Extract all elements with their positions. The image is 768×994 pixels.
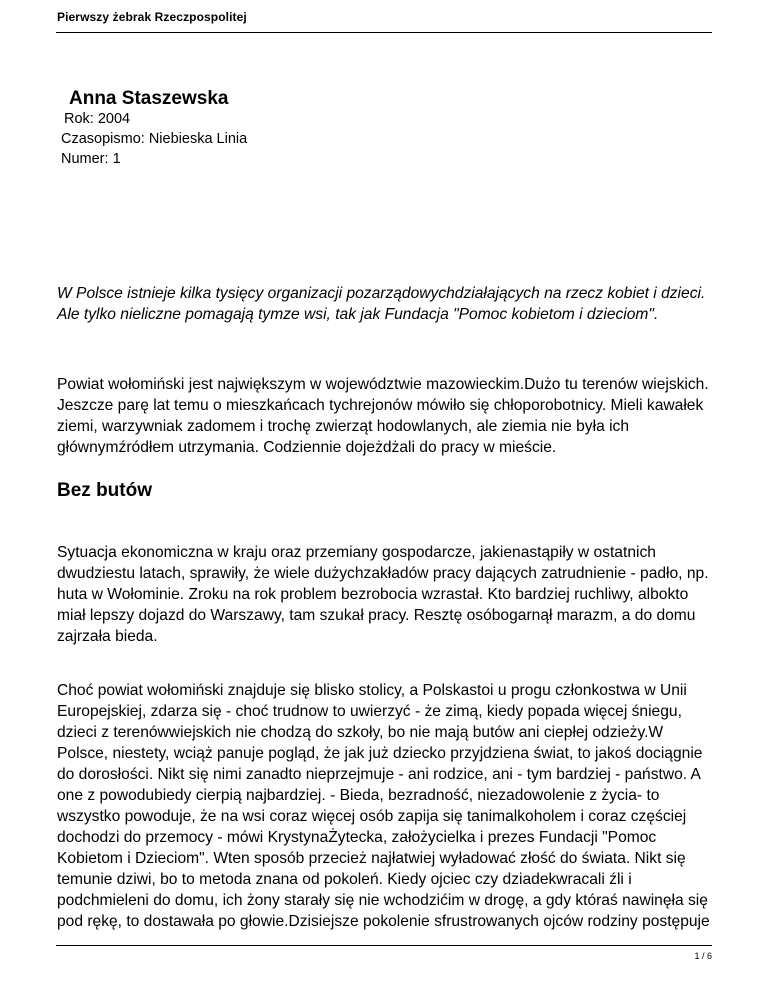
paragraph-line: huta w Wołominie. Zroku na rok problem bezrobocia wzrastał. Kto bardziej ruchliwy, albokto bbox=[57, 586, 689, 603]
paragraph-line: Polsce, niestety, wciąż panuje pogląd, że jak już dziecko przyjdziena świat, to jakoś dociągnie bbox=[57, 745, 703, 762]
paragraph-line: temunie dziwi, bo to metoda znana od pokoleń. Kiedy ojciec czy dziadekwracali źli i bbox=[57, 871, 632, 888]
paragraph-line: ziemi, warzywniak zadomem i trochę zwierząt hodowlanych, ale ziemia nie była ich bbox=[57, 418, 630, 435]
paragraph-line: pod rękę, to dostawała po głowie.Dzisiejsze pokolenie sfrustrowanych ojców rodziny postępuje bbox=[57, 913, 710, 930]
article-author: Anna Staszewska bbox=[69, 88, 229, 109]
running-header-title: Pierwszy żebrak Rzeczpospolitej bbox=[57, 10, 247, 24]
paragraph-line: miał lepszy dojazd do Warszawy, tam szukał pracy. Resztę osóbogarnął marazm, a do domu bbox=[57, 607, 696, 624]
paragraph-line: dzieci z terenówwiejskich nie chodzą do szkoły, bo nie mają butów ani ciepłej odzieży.W bbox=[57, 724, 664, 741]
paragraph-line: wszystko powoduje, że na wsi coraz więcej osób zapija się tanimalkoholem i coraz częściej bbox=[57, 808, 687, 825]
paragraph-line: Powiat wołomiński jest największym w województwie mazowieckim.Dużo tu terenów wiejskich. bbox=[57, 376, 709, 393]
paragraph-line: dwudziestu latach, sprawiły, że wiele dużychzakładów pracy dających zatrudnienie - padło, np. bbox=[57, 565, 709, 582]
paragraph-line: Sytuacja ekonomiczna w kraju oraz przemiany gospodarcze, jakienastąpiły w ostatnich bbox=[57, 544, 656, 561]
article-magazine: Czasopismo: Niebieska Linia bbox=[61, 131, 248, 147]
footer-divider bbox=[56, 945, 712, 946]
paragraph-1 bbox=[57, 374, 717, 458]
article-lead bbox=[57, 283, 717, 325]
paragraph-line: dochodzi do przemocy - mówi KrystynaŻytecka, założycielka i prezes Fundacji "Pomoc bbox=[57, 829, 657, 846]
paragraph-line: Choć powiat wołomiński znajduje się blisko stolicy, a Polskastoi u progu członkostwa w Unii bbox=[57, 682, 687, 699]
paragraph-line: zajrzała bieda. bbox=[57, 628, 158, 645]
paragraph-line: do dorosłości. Nikt się nimi zanadto nieprzejmuje - ani rodzice, ani - tym bardziej - państwo. A bbox=[57, 766, 701, 783]
header-divider bbox=[56, 32, 712, 33]
paragraph-line: Kobietom i Dzieciom". Wten sposób przecież najłatwiej wyładować złość do świata. Nikt się bbox=[57, 850, 686, 867]
paragraph-line: one z powodubiedy cierpią najbardziej. - Bieda, bezradność, niezadowolenie z życia- to bbox=[57, 787, 660, 804]
paragraph-3 bbox=[57, 680, 717, 932]
article-issue: Numer: 1 bbox=[61, 151, 121, 167]
article-year: Rok: 2004 bbox=[64, 111, 131, 127]
paragraph-line: głównymźródłem utrzymania. Codziennie dojeżdżali do pracy w mieście. bbox=[57, 439, 557, 456]
lead-line: Ale tylko nieliczne pomagają tymze wsi, tak jak Fundacja "Pomoc kobietom i dzieciom". bbox=[57, 306, 659, 323]
paragraph-line: Europejskiej, zdarza się - choć trudnow to uwierzyć - że zimą, kiedy popada więcej śniegu, bbox=[57, 703, 682, 720]
lead-line: W Polsce istnieje kilka tysięcy organizacji pozarządowychdziałających na rzecz kobiet i dzieci. bbox=[57, 285, 706, 302]
article-metadata bbox=[61, 109, 247, 169]
section-heading: Bez butów bbox=[57, 480, 152, 501]
paragraph-line: podchmieleni do domu, ich żony starały się nie wchodzićim w drogę, a gdy któraś nawinęła się bbox=[57, 892, 708, 909]
paragraph-line: Jeszcze parę lat temu o mieszkańcach tychrejonów mówiło się chłoporobotnicy. Mieli kawałek bbox=[57, 397, 704, 414]
paragraph-2 bbox=[57, 542, 717, 647]
page-number: 1 / 6 bbox=[694, 951, 712, 961]
